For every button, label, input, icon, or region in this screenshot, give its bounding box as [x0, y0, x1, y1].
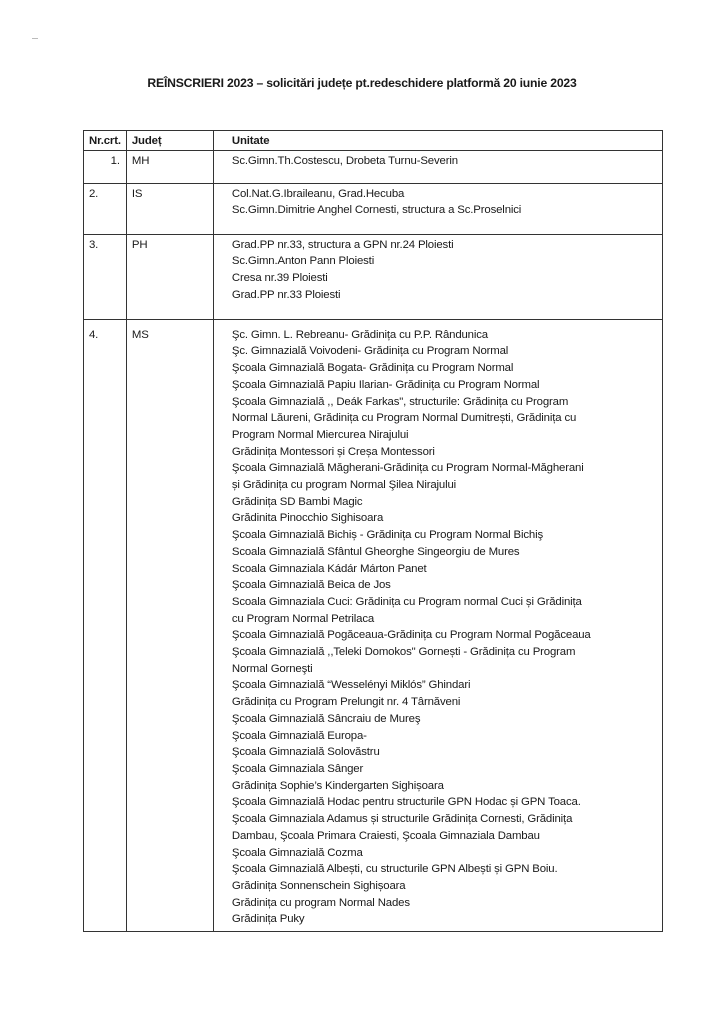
cell-unitate	[213, 319, 662, 931]
unit-line: Şcoala Gimnazială Cozma	[231, 846, 363, 859]
unit-line: Grad.PP nr.33, structura a GPN nr.24 Ploiesti	[231, 238, 454, 251]
page-title: REÎNSCRIERI 2023 – solicitări județe pt.redeschidere platformă 20 iunie 2023	[147, 76, 577, 90]
unit-line: Şcoala Gimnazială ,, Deák Farkas", structurile: Grădinița cu Program	[231, 395, 569, 408]
cell-unitate	[213, 183, 662, 234]
unit-line: Grădinița cu Program Prelungit nr. 4 Târnăveni	[231, 696, 461, 709]
unit-line: Dambau, Şcoala Primara Craiesti, Şcoala Gimnaziala Dambau	[231, 829, 540, 842]
cell-judet: PH	[126, 234, 213, 319]
unit-line: Grădinița Sonnenschein Sighișoara	[231, 879, 406, 892]
header-unitate: Unitate	[213, 131, 662, 151]
unit-line: Şcoala Gimnazială Măgherani-Grădinița cu Program Normal-Măgherani	[231, 462, 584, 475]
unit-line: Şcoala Gimnazială Solovăstru	[231, 746, 380, 759]
table-row	[84, 150, 663, 183]
table-row	[84, 183, 663, 234]
unit-line: Normal Lăureni, Grădinița cu Program Normal Dumitrești, Grădinița cu	[231, 412, 577, 425]
unit-line: Şcoala Gimnazială “Wesselényi Miklós” Ghindari	[231, 679, 471, 692]
unit-line: Şcoala Gimnazială Bichiș - Grădinița cu Program Normal Bichiş	[231, 529, 544, 542]
unit-line: Şcoala Gimnaziala Adamus și structurile Grădinița Cornesti, Grădinița	[231, 813, 573, 826]
header-nr: Nr.crt.	[84, 131, 127, 151]
cell-judet: MH	[126, 150, 213, 183]
unit-line: Şc. Gimn. L. Rebreanu- Grădinița cu P.P. Rândunica	[231, 328, 488, 341]
unit-line: Şc. Gimnazială Voivodeni- Grădinița cu Program Normal	[231, 345, 509, 358]
unit-line: Şcoala Gimnazială Beica de Jos	[231, 579, 391, 592]
unit-line: Şcoala Gimnaziala Sânger	[231, 762, 364, 775]
unit-line: Grădinita Pinocchio Sighisoara	[231, 512, 384, 525]
unit-line: Scoala Gimnaziala Kádár Márton Panet	[231, 562, 427, 575]
unit-line: Sc.Gimn.Th.Costescu, Drobeta Turnu-Severin	[231, 154, 458, 167]
unit-line: Sc.Gimn.Anton Pann Ploiesti	[231, 255, 375, 268]
unit-line: Grădinița Sophie’s Kindergarten Sighișoara	[231, 779, 444, 792]
unit-line: Sc.Gimn.Dimitrie Anghel Cornesti, structura a Sc.Proselnici	[231, 204, 522, 217]
table-row	[84, 234, 663, 319]
cell-nr: 3.	[84, 234, 127, 319]
cell-judet: IS	[126, 183, 213, 234]
unit-line: Şcoala Gimnazială Hodac pentru structurile GPN Hodac și GPN Toaca.	[231, 796, 581, 809]
unit-line: cu Program Normal Petrilaca	[231, 612, 375, 625]
cell-judet: MS	[126, 319, 213, 931]
unit-line: Şcoala Gimnazială Papiu Ilarian- Grădinița cu Program Normal	[231, 378, 540, 391]
cell-unitate	[213, 150, 662, 183]
cell-unitate	[213, 234, 662, 319]
unit-line: Grădinița cu program Normal Nades	[231, 896, 410, 909]
unit-line: Grădinița SD Bambi Magic	[231, 495, 363, 508]
unit-line: Şcoala Gimnazială Bogata- Grădinița cu Program Normal	[231, 362, 514, 375]
unit-line: Şcoala Gimnazială Pogăceaua-Grădinița cu Program Normal Pogăceaua	[231, 629, 591, 642]
header-judet: Județ	[126, 131, 213, 151]
unit-line: Scoala Gimnaziala Cuci: Grădinița cu Program normal Cuci și Grădinița	[231, 595, 582, 608]
unit-line: Grădinița Puky	[231, 913, 305, 926]
table-row	[84, 319, 663, 931]
unit-line: Şcoala Gimnazială Albești, cu structurile GPN Albești și GPN Boiu.	[231, 863, 558, 876]
unit-line: Program Normal Miercurea Nirajului	[231, 428, 409, 441]
unit-line: Cresa nr.39 Ploiesti	[231, 272, 328, 285]
table-header-row	[84, 131, 663, 151]
unit-line: Şcoala Gimnazială Europa-	[231, 729, 367, 742]
requests-table	[83, 130, 663, 932]
cell-nr: 4.	[84, 319, 127, 931]
unit-line: Normal Gorneşti	[231, 662, 313, 675]
unit-line: Col.Nat.G.Ibraileanu, Grad.Hecuba	[231, 187, 405, 200]
unit-line: Scoala Gimnazială Sfântul Gheorghe Singeorgiu de Mures	[231, 545, 520, 558]
scan-mark	[32, 38, 38, 39]
unit-line: și Grădinița cu program Normal Şilea Nirajului	[231, 479, 457, 492]
unit-line: Şcoala Gimnazială Sâncraiu de Mureş	[231, 712, 421, 725]
unit-line: Grad.PP nr.33 Ploiesti	[231, 288, 341, 301]
cell-nr: 2.	[84, 183, 127, 234]
unit-line: Şcoala Gimnazială ,,Teleki Domokos" Gornești - Grădinița cu Program	[231, 646, 576, 659]
unit-line: Grădinița Montessori și Creșa Montessori	[231, 445, 435, 458]
cell-nr: 1.	[84, 150, 127, 183]
